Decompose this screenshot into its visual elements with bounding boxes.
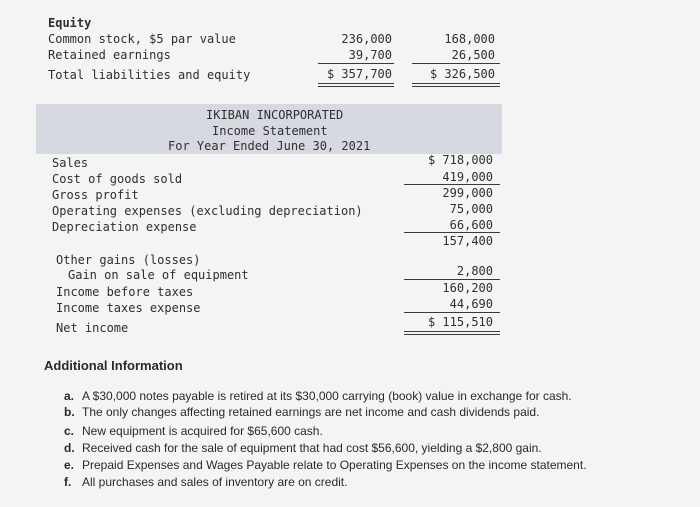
equity-row-value: 236,000 bbox=[341, 32, 392, 46]
info-item bbox=[64, 405, 539, 419]
info-item bbox=[64, 389, 572, 403]
double-rule bbox=[404, 331, 500, 335]
other-gains-heading: Other gains (losses) bbox=[56, 253, 201, 267]
equity-row-label: Total liabilities and equity bbox=[48, 68, 251, 82]
is-row-amount: 66,600 bbox=[449, 218, 493, 232]
is-row-label: Income before taxes bbox=[56, 285, 194, 299]
additional-info-heading: Additional Information bbox=[44, 358, 183, 373]
is-row-label: Gross profit bbox=[52, 188, 139, 202]
company-name: IKIBAN INCORPORATED bbox=[206, 108, 344, 122]
net-income-amount: $ 115,510 bbox=[427, 315, 493, 329]
is-row-amount: 44,690 bbox=[449, 297, 493, 311]
equity-row-label: Retained earnings bbox=[48, 48, 171, 62]
subtotal-rule bbox=[404, 279, 500, 280]
subtotal-rule bbox=[404, 232, 500, 233]
info-item-letter: c. bbox=[64, 424, 75, 438]
info-item bbox=[64, 424, 323, 438]
info-item-text: Prepaid Expenses and Wages Payable relate to Operating Expenses on the income statement. bbox=[82, 458, 587, 472]
double-rule bbox=[412, 83, 500, 87]
is-row-label: Sales bbox=[52, 156, 89, 170]
is-row-amount: 419,000 bbox=[442, 170, 493, 184]
double-rule bbox=[318, 83, 394, 87]
info-item-text: The only changes affecting retained earnings are net income and cash dividends paid. bbox=[82, 405, 540, 419]
info-item-text: New equipment is acquired for $65,600 cash. bbox=[82, 424, 323, 438]
subtotal-rule bbox=[318, 63, 394, 64]
info-item bbox=[64, 458, 587, 472]
info-item-letter: b. bbox=[64, 405, 75, 419]
is-row-amount: 157,400 bbox=[442, 234, 493, 248]
info-item-letter: a. bbox=[64, 389, 75, 403]
statement-period: For Year Ended June 30, 2021 bbox=[168, 139, 371, 153]
is-row-label: Net income bbox=[56, 321, 129, 335]
equity-row-value: 39,700 bbox=[348, 48, 392, 62]
equity-heading: Equity bbox=[48, 16, 92, 30]
info-item bbox=[64, 441, 542, 455]
info-item-letter: e. bbox=[64, 458, 75, 472]
is-row-amount: 160,200 bbox=[442, 281, 493, 295]
equity-row-value: 26,500 bbox=[451, 48, 495, 62]
subtotal-rule bbox=[412, 63, 500, 64]
equity-total-value: $ 357,700 bbox=[326, 67, 392, 81]
equity-total-value: $ 326,500 bbox=[429, 67, 495, 81]
is-row-amount: $ 718,000 bbox=[427, 153, 493, 167]
is-row-amount: 299,000 bbox=[442, 186, 493, 200]
equity-row-label: Common stock, $5 par value bbox=[48, 32, 236, 46]
is-row-amount: 2,800 bbox=[456, 264, 493, 278]
subtotal-rule bbox=[404, 312, 500, 313]
is-row-label: Gain on sale of equipment bbox=[68, 268, 249, 282]
equity-row-value: 168,000 bbox=[444, 32, 495, 46]
info-item-text: All purchases and sales of inventory are on credit. bbox=[82, 475, 348, 489]
info-item-letter: f. bbox=[64, 475, 72, 489]
info-item-text: A $30,000 notes payable is retired at its $30,000 carrying (book) value in exchange for cash. bbox=[82, 389, 572, 403]
info-item-text: Received cash for the sale of equipment that had cost $56,600, yielding a $2,800 gain. bbox=[82, 441, 542, 455]
info-item-letter: d. bbox=[64, 441, 75, 455]
is-row-label: Cost of goods sold bbox=[52, 172, 183, 186]
is-row-label: Income taxes expense bbox=[56, 301, 201, 315]
subtotal-rule bbox=[404, 184, 500, 185]
is-row-amount: 75,000 bbox=[449, 202, 493, 216]
info-item bbox=[64, 475, 347, 489]
is-row-label: Depreciation expense bbox=[52, 220, 197, 234]
is-row-label: Operating expenses (excluding depreciation) bbox=[52, 204, 363, 218]
statement-title: Income Statement bbox=[212, 124, 328, 138]
